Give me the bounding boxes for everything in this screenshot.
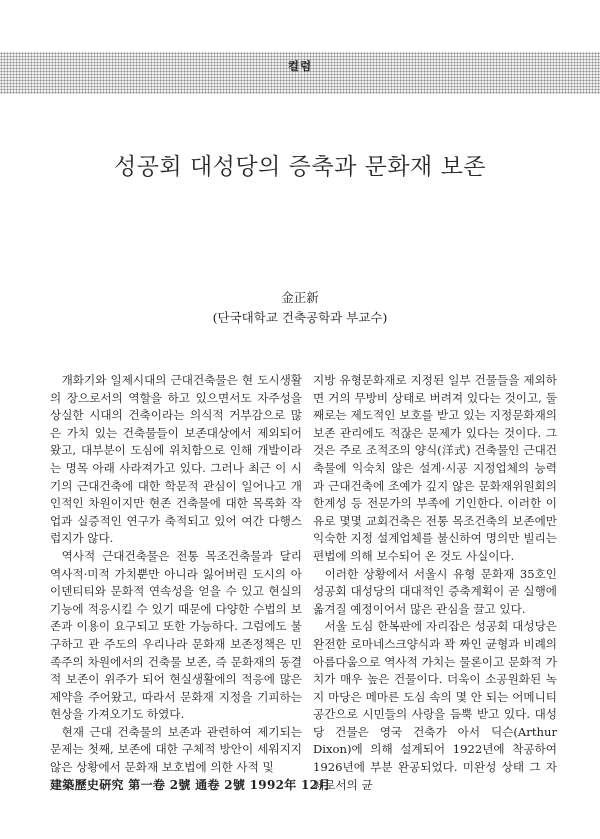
body-right-column — [313, 372, 557, 794]
journal-issue: 2號 — [169, 778, 191, 792]
article-title: 성공회 대성당의 증축과 문화재 보존 — [113, 154, 486, 180]
paragraph: 현재 근대 건축물의 보존과 관련하여 제기되는 문제는 첫째, 보존에 대한 구체적 방안이 세워지지 않은 상황에서 문화재 보호법에 의한 사적 및 — [50, 724, 302, 775]
paragraph: 개화기와 일제시대의 근대건축물은 현 도시생활의 장으로서의 역할을 하고 있으면서도 자주성을 상실한 시대의 건축이라는 의식적 거부감으로 많은 가치 있는 건축물들이 보존대상에서 제외되어 왔고, 대부분이 도심에 위치함으로 인해 개발이라는 명목 아래 사라져가고 있다. 그러나 최근 이 시기의 근대건축에 대한 학문적 관심이 일어나고 개인적인 차원이지만 현존 건축물에 대한 목록화 작업과 실증적인 연구가 축적되고 있어 여간 다행스럽지가 않다. — [50, 373, 302, 546]
paragraph: 이러한 상황에서 서울시 유형 문화재 35호인 성공회 대성당의 대대적인 증축계획이 곧 실행에 옮겨질 예정이어서 많은 관심을 끌고 있다. — [313, 566, 557, 616]
journal-name: 建築歷史硏究 — [50, 778, 124, 792]
author-name: 金正新 — [281, 290, 319, 305]
paragraph: 서울 도심 한복판에 자리잡은 성공회 대성당은 완전한 로마네스크양식과 꽉 짜인 균형과 비례의 아름다움으로 역사적 가치는 물론이고 문화적 가치가 매우 높은 건물이다. 더욱이 소공원화된 녹지 마당은 메마른 도심 속의 몇 안 되는 어메니티 공간으로 시민들의 사랑을 듬뿍 받고 있다. 대성당 건물은 영국 건축가 아서 딕슨(Arthur Dixon)에 의해 설계되어 1922년에 착공하여 1926년에 부분 완공되었다. 미완성 상태 그 자체로서의 균 — [313, 619, 557, 792]
journal-date: 1992年 12月 — [249, 778, 331, 792]
body-left-column — [50, 372, 302, 777]
journal-serial: 通卷 2號 — [195, 778, 246, 792]
paragraph: 지방 유형문화재로 지정된 일부 건물들을 제외하면 거의 무방비 상태로 버려져 있다는 것이고, 둘째로는 제도적인 보호를 받고 있는 지정문화재의 보존 관리에도 적잖은 문제가 있다는 것이다. 그것은 주로 조적조의 양식(洋式) 건축물인 근대건축물에 익숙치 않은 설계·시공 지정업체의 능력과 근대건축에 조예가 깊지 않은 문화재위원회의 한계성 등 전문가의 부족에 기인한다. 이러한 이유로 몇몇 교회건축은 전통 목조건축의 보존에만 익숙한 지정 설계업체를 불신하여 명의만 빌리는 편법에 의해 보수되어 온 것도 사실이다. — [313, 373, 557, 563]
author-affiliation: (단국대학교 건축공학과 부교수) — [212, 310, 388, 325]
journal-volume: 第一卷 — [128, 778, 166, 792]
page-footer — [50, 776, 550, 793]
section-label: 컬럼 — [287, 59, 313, 73]
paragraph: 역사적 근대건축물은 전통 목조건축물과 달리 역사적·미적 가치뿐만 아니라 잃어버린 도시의 아이덴티티와 문화적 연속성을 얻을 수 있고 현실의 기능에 적응시킬 수 있기 때문에 다양한 수법의 보존과 이용이 요구되고 또한 가능하다. 그럼에도 불구하고 관 주도의 우리나라 문화재 보존정책은 민족주의 차원에서의 건축물 보존, 즉 문화재의 동결적 보존이 위주가 되어 현실생활에의 적응에 많은 제약을 주어왔고, 따라서 문화재 지정을 기피하는 현상을 가져오기도 하였다. — [50, 548, 302, 722]
